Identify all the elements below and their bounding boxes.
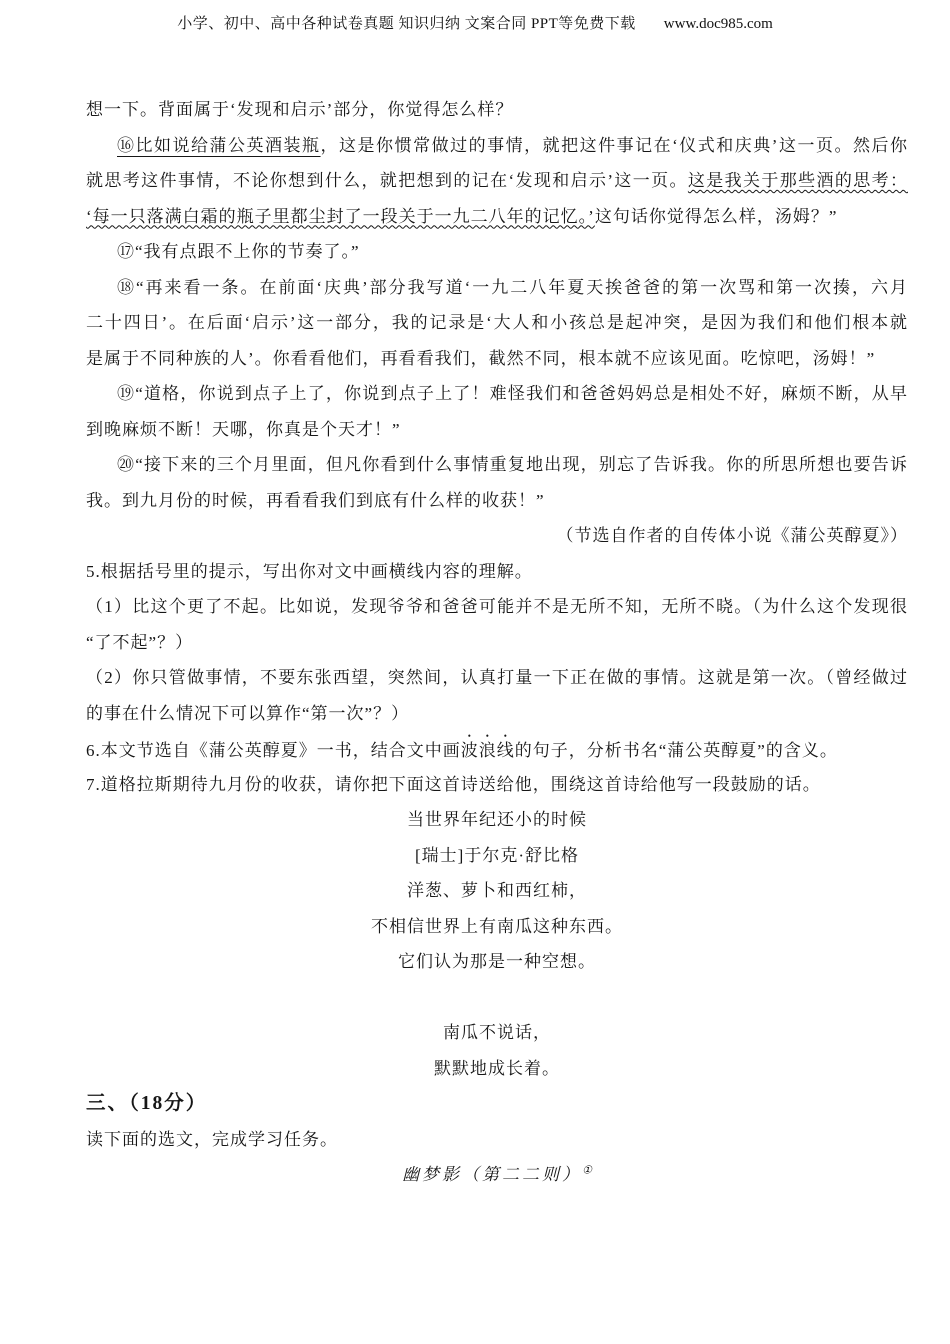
passage-title bbox=[86, 1157, 908, 1193]
dialogue-p18-line2: 二十四日’。在后面‘启示’这一部分，我的记录是‘大人和小孩总是起冲突，是因为我们和他们根本就 bbox=[86, 313, 908, 332]
dialogue-text: ，这是你惯常做过的事情，就把这件事记在‘仪式和庆典’这一页。然后你 bbox=[320, 135, 908, 155]
dialogue-intro-line: 想一下。背面属于‘发现和启示’部分，你觉得怎么样？ bbox=[86, 100, 514, 119]
dialogue-text: 就思考这件事情，不论你想到什么，就把想到的记在‘发现和启示’这一页。 bbox=[86, 171, 688, 190]
dialogue-text: 这句话你觉得怎么样，汤姆？” bbox=[594, 206, 838, 226]
footnote-marker: ① bbox=[582, 1164, 592, 1177]
question-5-item2-line2: 的事在什么情况下可以算作“第一次”？） bbox=[86, 703, 410, 723]
question-6 bbox=[86, 731, 908, 767]
poem-line: 不相信世界上有南瓜这种东西。 bbox=[371, 916, 623, 936]
source-attribution: （节选自作者的自传体小说《蒲公英醇夏》） bbox=[556, 526, 908, 545]
poem-line: 默默地成长着。 bbox=[434, 1058, 560, 1078]
poem-line: 南瓜不说话， bbox=[443, 1023, 551, 1042]
question-5: 5.根据括号里的提示，写出你对文中画横线内容的理解。 bbox=[86, 561, 533, 581]
dialogue-p16-line1 bbox=[86, 128, 908, 164]
site-header bbox=[0, 12, 950, 33]
dialogue-p16-line2 bbox=[86, 163, 908, 199]
wavy-underlined-quote: ‘每一只落满白霜的瓶子里都尘封了一段关于一九二八年的记忆。’ bbox=[86, 206, 595, 226]
poem-line: 洋葱、萝卜和西红柿， bbox=[407, 881, 587, 900]
question-7: 7.道格拉斯期待九月份的收获，请你把下面这首诗送给他，围绕这首诗给他写一段鼓励的话。 bbox=[86, 774, 821, 794]
dialogue-p19-line2: 到晚麻烦不断！天哪，你真是个天才！” bbox=[86, 419, 401, 439]
dialogue-p20-line2: 我。到九月份的时候，再看看我们到底有什么样的收获！” bbox=[86, 490, 545, 510]
blank-line bbox=[86, 980, 908, 1016]
site-promo-text: 小学、初中、高中各种试卷真题 知识归纳 文案合同 PPT等免费下载 bbox=[177, 16, 636, 32]
passage-title-text: 幽梦影（第二二则） bbox=[402, 1165, 583, 1184]
poem-author: [瑞士]于尔克·舒比格 bbox=[415, 845, 579, 865]
dialogue-p16-line3 bbox=[86, 199, 908, 235]
emphasized-term: 波浪线 bbox=[460, 741, 515, 760]
poem-title: 当世界年纪还小的时候 bbox=[407, 810, 587, 829]
section-3-heading: 三、（18分） bbox=[86, 1093, 208, 1114]
exam-document-body bbox=[86, 92, 908, 1193]
question-5-item1-line2: “了不起”？） bbox=[86, 632, 194, 652]
question-5-item2-line1: （2）你只管做事情，不要东张西望，突然间，认真打量一下正在做的事情。这就是第一次。（曾经做过 bbox=[86, 668, 908, 687]
poem-line: 它们认为那是一种空想。 bbox=[398, 952, 596, 971]
wavy-underlined-phrase: 这是我关于那些酒的思考： bbox=[687, 171, 908, 190]
question-text: 6.本文节选自《蒲公英醇夏》一书，结合文中画 bbox=[86, 741, 461, 760]
dialogue-p19-line1: ⑲“道格，你说到点子上了，你说到点子上了！难怪我们和爸爸妈妈总是相处不好，麻烦不断，从早 bbox=[117, 384, 908, 403]
dialogue-p18-line1: ⑱“再来看一条。在前面‘庆典’部分我写道‘一九二八年夏天挨爸爸的第一次骂和第一次揍，六月 bbox=[117, 277, 908, 297]
site-url-link[interactable]: www.doc985.com bbox=[663, 16, 773, 32]
underlined-phrase: ⑯比如说给蒲公英酒装瓶 bbox=[117, 135, 321, 155]
question-text: 的句子，分析书名“蒲公英醇夏”的含义。 bbox=[514, 741, 838, 760]
dialogue-p18-line3: 是属于不同种族的人’。你看看他们，再看看我们，截然不同，根本就不应该见面。吃惊吧，汤姆！” bbox=[86, 348, 876, 368]
dialogue-p20-line1: ⑳“接下来的三个月里面，但凡你看到什么事情重复地出现，别忘了告诉我。你的所思所想也要告诉 bbox=[117, 455, 908, 474]
dialogue-p17: ⑰“我有点跟不上你的节奏了。” bbox=[117, 242, 360, 261]
section-3-instruction: 读下面的选文，完成学习任务。 bbox=[86, 1129, 338, 1149]
question-5-item1-line1: （1）比这个更了不起。比如说，发现爷爷和爸爸可能并不是无所不知，无所不晓。（为什么这个发现很 bbox=[86, 597, 908, 616]
